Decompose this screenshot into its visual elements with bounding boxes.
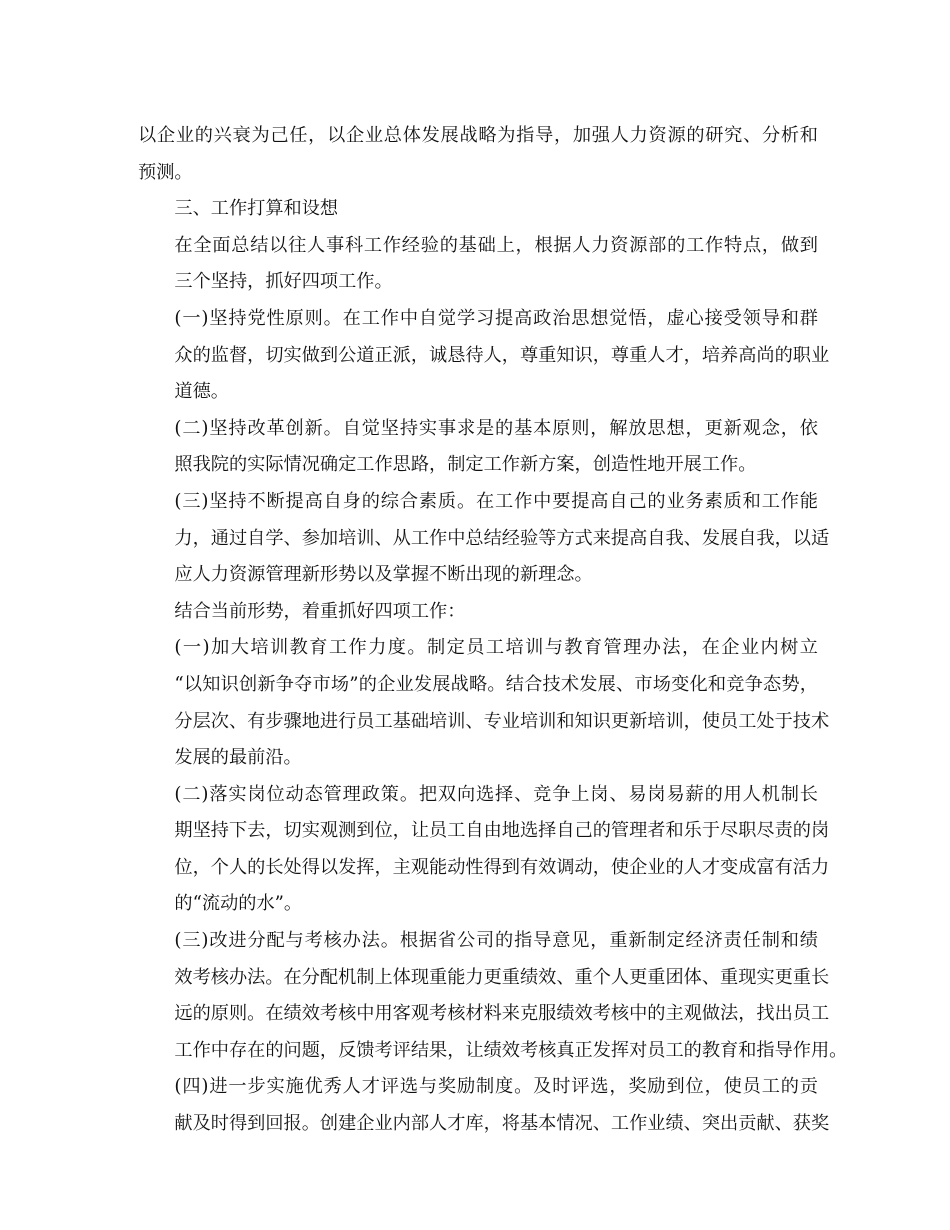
text-line: 结合当前形势，着重抓好四项工作：: [174, 600, 466, 622]
paragraph: [138, 923, 848, 1069]
text-line: 道德。: [174, 381, 229, 403]
text-line: 预测。: [138, 161, 193, 183]
paragraph: [138, 191, 818, 228]
text-line: (一)坚持党性原则。在工作中自觉学习提高政治思想觉悟，虚心接受领导和群: [174, 307, 818, 329]
text-line: (三)坚持不断提高自身的综合素质。在工作中要提高自己的业务素质和工作能: [174, 490, 818, 512]
text-line: 应人力资源管理新形势以及掌握不断出现的新理念。: [174, 564, 593, 586]
text-line: 以企业的兴衰为己任，以企业总体发展战略为指导，加强人力资源的研究、分析和: [138, 125, 818, 146]
text-line: (三)改进分配与考核办法。根据省公司的指导意见，重新制定经济责任制和绩: [174, 930, 818, 952]
text-line: “以知识创新争夺市场”的企业发展战略。结合技术发展、市场变化和竞争态势，: [174, 673, 818, 695]
text-line: 照我院的实际情况确定工作思路，制定工作新方案，创造性地开展工作。: [174, 454, 757, 476]
text-line: 力，通过自学、参加培训、从工作中总结经验等方式来提高自我、发展自我，以适: [174, 527, 830, 549]
text-line: (二)落实岗位动态管理政策。把双向选择、竞争上岗、易岗易薪的用人机制长: [174, 783, 818, 805]
text-line: (四)进一步实施优秀人才评选与奖励制度。及时评选，奖励到位，使员工的贡: [174, 1076, 818, 1098]
text-line: 献及时得到回报。创建企业内部人才库，将基本情况、工作业绩、突出贡献、获奖: [174, 1113, 830, 1135]
paragraph: [138, 301, 830, 411]
text-line: 远的原则。在绩效考核中用客观考核材料来克服绩效考核中的主观做法，找出员工: [174, 1003, 830, 1025]
text-line: 在全面总结以往人事科工作经验的基础上，根据人力资源部的工作特点，做到: [174, 234, 818, 256]
text-line: 分层次、有步骤地进行员工基础培训、专业培训和知识更新培训，使员工处于技术: [174, 710, 830, 732]
text-line: (一)加大培训教育工作力度。制定员工培训与教育管理办法，在企业内树立: [174, 637, 818, 659]
text-line: 众的监督，切实做到公道正派，诚恳待人，尊重知识，尊重人才，培养高尚的职业: [174, 344, 830, 366]
text-line: 效考核办法。在分配机制上体现重能力更重绩效、重个人更重团体、重现实更重长: [174, 966, 830, 988]
text-line: 工作中存在的问题，反馈考评结果，让绩效考核真正发挥对员工的教育和指导作用。: [174, 1039, 848, 1061]
text-line: 三、工作打算和设想: [174, 198, 339, 220]
text-line: 三个坚持，抓好四项工作。: [174, 271, 393, 293]
document-page: [138, 118, 848, 1143]
text-line: 位，个人的长处得以发挥，主观能动性得到有效调动，使企业的人才变成富有活力: [174, 856, 830, 878]
text-line: (二)坚持改革创新。自觉坚持实事求是的基本原则，解放思想，更新观念，依: [174, 417, 818, 439]
paragraph: [138, 228, 818, 301]
paragraph: [138, 630, 830, 776]
paragraph: [138, 777, 830, 923]
paragraph: [138, 1069, 830, 1142]
text-line: 发展的最前沿。: [174, 747, 302, 769]
paragraph: [138, 118, 818, 191]
paragraph: [138, 411, 818, 484]
paragraph: [138, 594, 818, 631]
text-line: 的“流动的水”。: [174, 893, 303, 915]
paragraph: [138, 484, 830, 594]
text-line: 期坚持下去，切实观测到位，让员工自由地选择自己的管理者和乐于尽职尽责的岗: [174, 820, 830, 842]
